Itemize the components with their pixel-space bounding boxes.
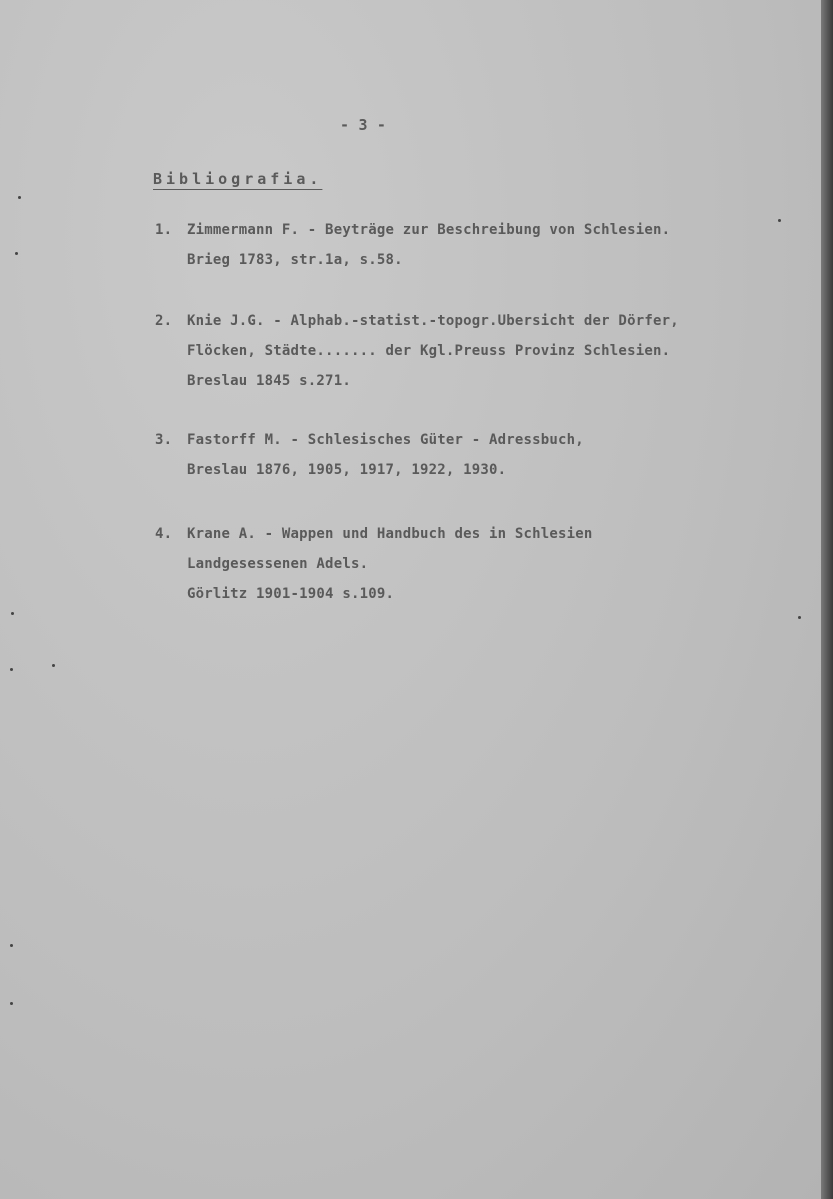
entry-number: 4. — [155, 526, 173, 542]
paper-speck — [778, 219, 781, 222]
entry-line: Breslau 1845 s.271. — [187, 373, 351, 389]
paper-speck — [52, 664, 55, 667]
entry-line: Flöcken, Städte....... der Kgl.Preuss Provinz Schlesien. — [187, 343, 671, 359]
page-edge-shadow — [821, 0, 833, 1199]
entry-line: Brieg 1783, str.1a, s.58. — [187, 252, 403, 268]
entry-number: 1. — [155, 222, 173, 238]
entry-number: 2. — [155, 313, 173, 329]
entry-line: Fastorff M. - Schlesisches Güter - Adressbuch, — [187, 432, 584, 448]
entry-line: Breslau 1876, 1905, 1917, 1922, 1930. — [187, 462, 507, 478]
page-number: - 3 - — [340, 116, 387, 134]
paper-speck — [15, 252, 18, 255]
paper-speck — [10, 668, 13, 671]
bibliography-title: Bibliografia. — [153, 170, 323, 188]
entry-line: Landgesessenen Adels. — [187, 556, 369, 572]
paper-speck — [10, 1002, 13, 1005]
entry-line: Zimmermann F. - Beyträge zur Beschreibung von Schlesien. — [187, 222, 671, 238]
paper-speck — [18, 196, 21, 199]
entry-line: Krane A. - Wappen und Handbuch des in Schlesien — [187, 526, 593, 542]
paper-speck — [10, 944, 13, 947]
paper-speck — [798, 616, 801, 619]
entry-line: Görlitz 1901-1904 s.109. — [187, 586, 395, 602]
paper-speck — [11, 612, 14, 615]
entry-number: 3. — [155, 432, 173, 448]
entry-line: Knie J.G. - Alphab.-statist.-topogr.Ubersicht der Dörfer, — [187, 313, 679, 329]
